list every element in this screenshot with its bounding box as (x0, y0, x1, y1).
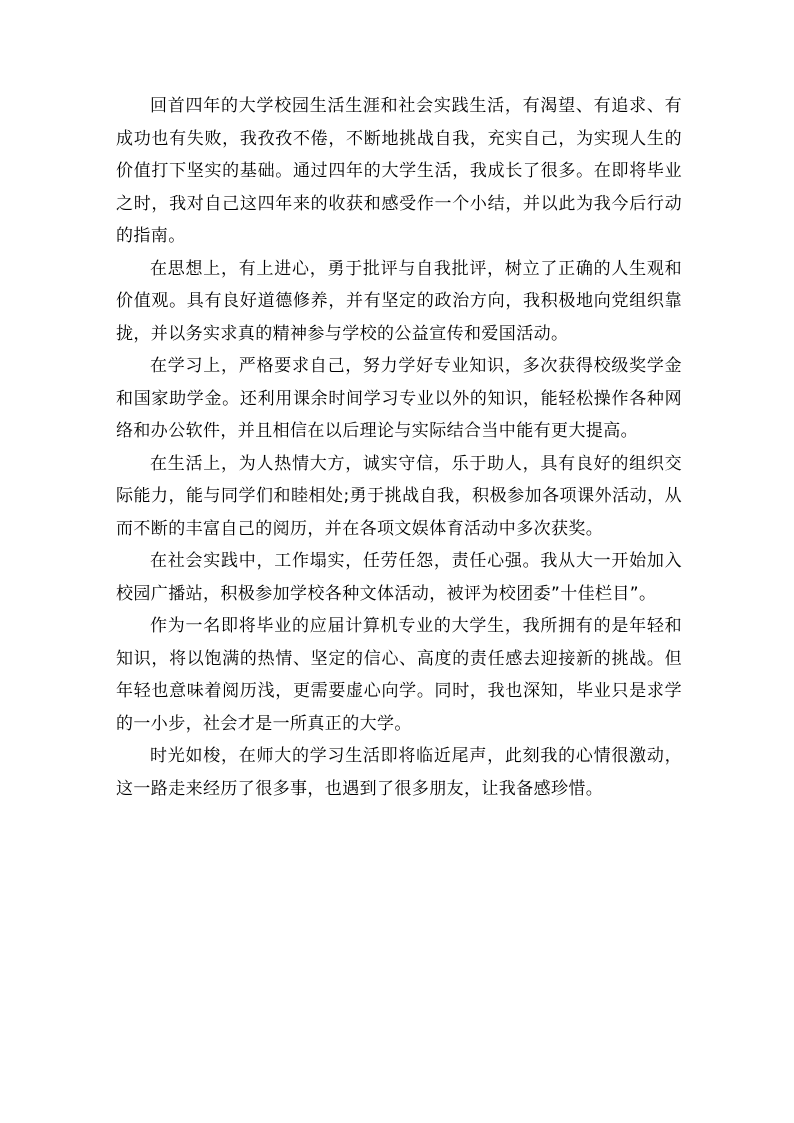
paragraph-study: 在学习上，严格要求自己，努力学好专业知识，多次获得校级奖学金和国家助学金。还利用课余时间学习专业以外的知识，能轻松操作各种网络和办公软件，并且相信在以后理论与实际结合当中能有更大提高。 (116, 356, 682, 441)
paragraph-closing: 时光如梭，在师大的学习生活即将临近尾声，此刻我的心情很激动，这一路走来经历了很多事，也遇到了很多朋友，让我备感珍惜。 (116, 746, 682, 799)
document-body (116, 90, 682, 805)
paragraph-graduate: 作为一名即将毕业的应届计算机专业的大学生，我所拥有的是年轻和知识，将以饱满的热情、坚定的信心、高度的责任感去迎接新的挑战。但年轻也意味着阅历浅，更需要虚心向学。同时，我也深知，毕业只是求学的一小步，社会才是一所真正的大学。 (116, 616, 682, 734)
paragraph-social-practice: 在社会实践中，工作塌实，任劳任怨，责任心强。我从大一开始加入校园广播站，积极参加学校各种文体活动，被评为校团委”十佳栏目”。 (116, 551, 682, 604)
paragraph-intro: 回首四年的大学校园生活生涯和社会实践生活，有渴望、有追求、有成功也有失败，我孜孜不倦，不断地挑战自我，充实自己，为实现人生的价值打下坚实的基础。通过四年的大学生活，我成长了很多。在即将毕业之时，我对自己这四年来的收获和感受作一个小结，并以此为我今后行动的指南。 (116, 96, 682, 246)
paragraph-thought: 在思想上，有上进心，勇于批评与自我批评，树立了正确的人生观和价值观。具有良好道德修养，并有坚定的政治方向，我积极地向党组织靠拢，并以务实求真的精神参与学校的公益宣传和爱国活动。 (116, 258, 682, 344)
paragraph-life: 在生活上，为人热情大方，诚实守信，乐于助人，具有良好的组织交际能力，能与同学们和睦相处;勇于挑战自我，积极参加各项课外活动，从而不断的丰富自己的阅历，并在各项文娱体育活动中多次获奖。 (116, 453, 682, 539)
